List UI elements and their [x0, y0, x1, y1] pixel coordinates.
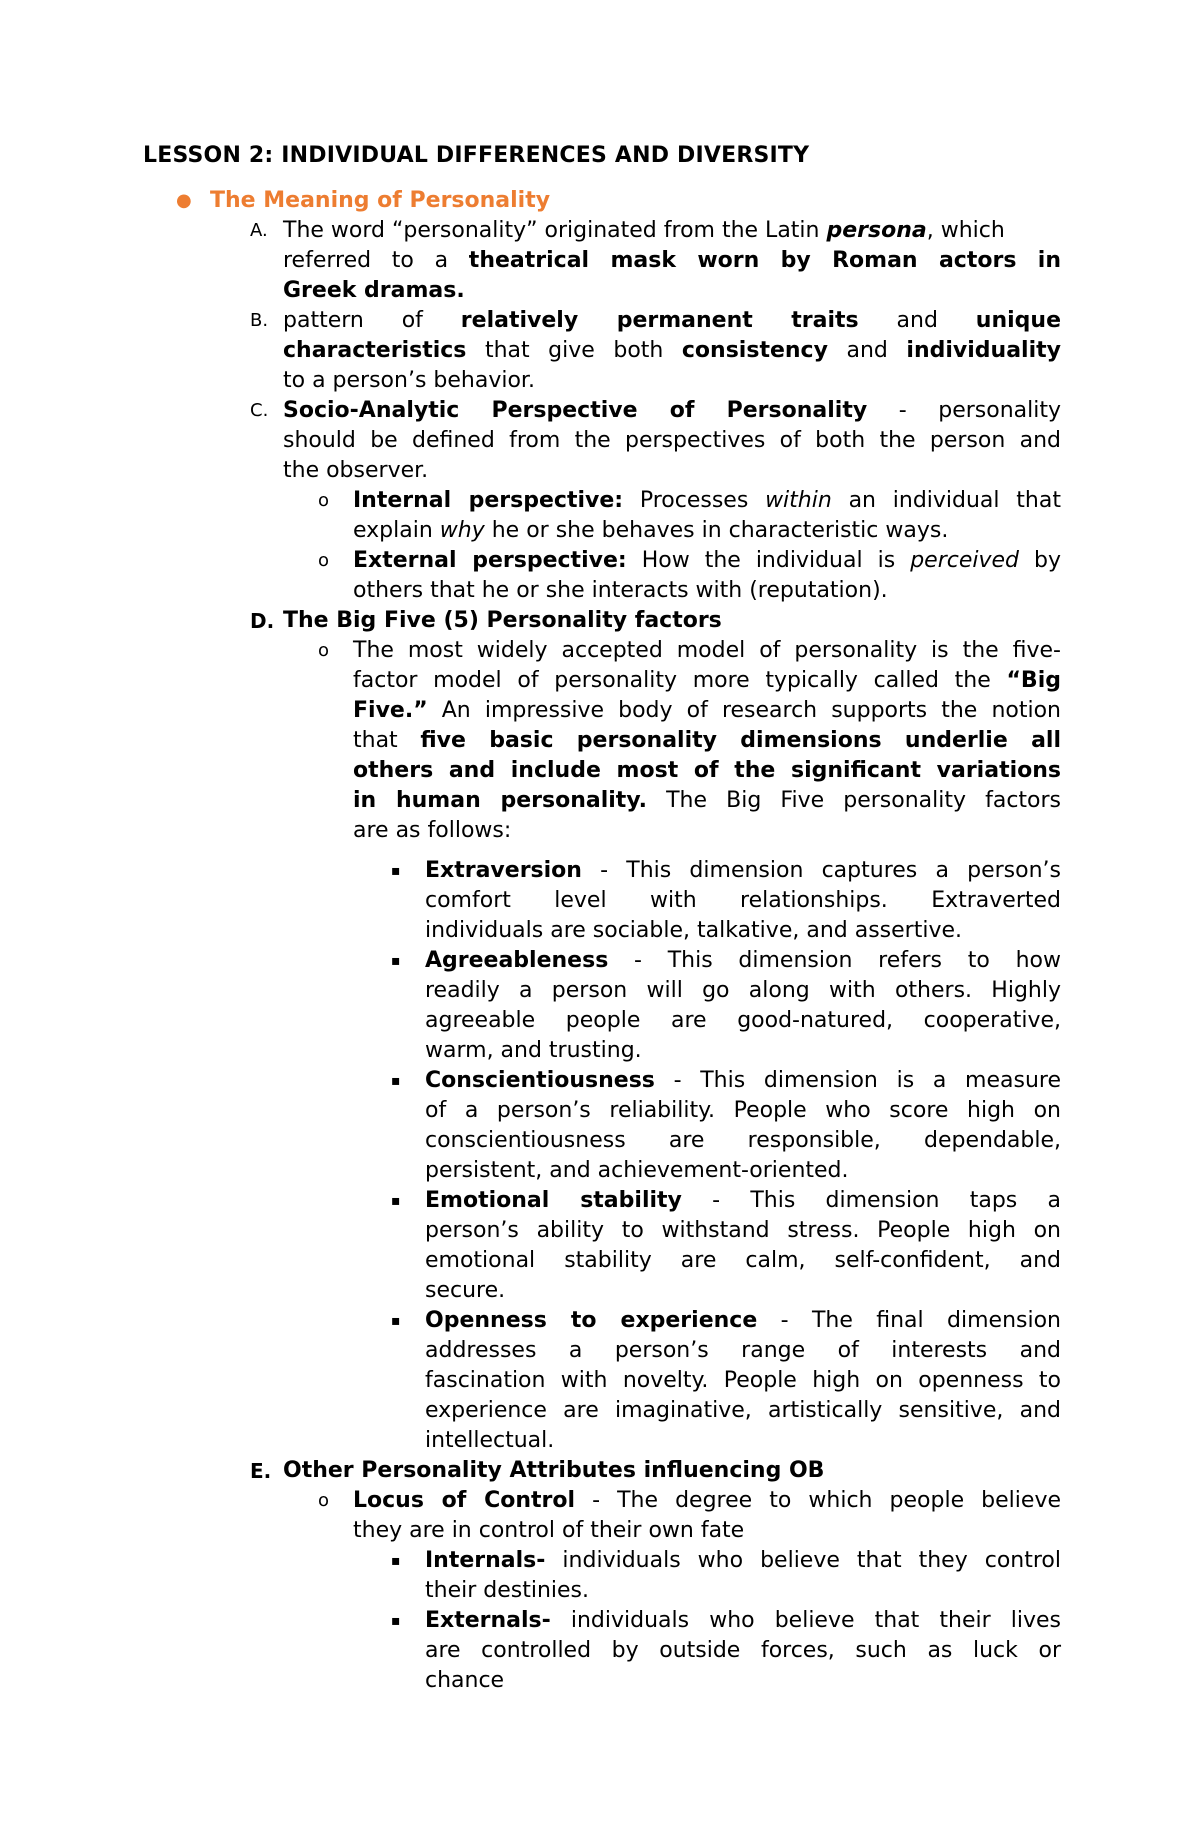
- item-b-text-2: and: [858, 308, 976, 333]
- factor-desc-3: conscientiousness are responsible, dependable,: [425, 1128, 1061, 1153]
- locus-text-2: they are in control of their own fate: [353, 1518, 745, 1543]
- factor-desc-3: emotional stability are calm, self-confident, and: [425, 1248, 1061, 1273]
- big-five-heading: The Big Five (5) Personality factors: [283, 608, 722, 633]
- factor-desc-4: secure.: [425, 1278, 506, 1303]
- item-b-bold-2b: characteristics: [283, 338, 467, 363]
- intro-line-6: are as follows:: [353, 818, 512, 843]
- item-c-text-2: should be defined from the perspectives of both the person and: [283, 428, 1061, 453]
- intro-bold-1a: “Big: [1006, 668, 1061, 693]
- square-bullet-icon: ▪: [391, 1313, 401, 1329]
- intro-line-3: An impressive body of research supports the notion: [427, 698, 1061, 723]
- factor-name: Openness to experience: [425, 1308, 758, 1333]
- item-e: [283, 1456, 1061, 1486]
- square-bullet-icon: ▪: [391, 1553, 401, 1569]
- externals-text-1: individuals who believe that their lives: [550, 1608, 1061, 1633]
- item-b-bold-3: consistency: [681, 338, 828, 363]
- intro-bold-2a: five basic personality dimensions underlie all: [420, 728, 1061, 753]
- factor-desc-2: comfort level with relationships. Extraverted: [425, 888, 1061, 913]
- factor-desc-2: addresses a person’s range of interests and: [425, 1338, 1061, 1363]
- externals: [425, 1606, 1061, 1696]
- item-c-text-3: the observer.: [283, 458, 429, 483]
- item-a-bold: theatrical mask worn by Roman actors in: [468, 248, 1061, 273]
- factor-agreeableness: [425, 946, 1061, 1066]
- factor-name: Extraversion: [425, 858, 582, 883]
- square-bullet-icon: ▪: [391, 1073, 401, 1089]
- internal-text-4: he or she behaves in characteristic ways.: [484, 518, 949, 543]
- internal-italic-2: why: [439, 518, 485, 543]
- factor-desc: - The final dimension: [757, 1308, 1061, 1333]
- square-bullet-icon: ▪: [391, 1193, 401, 1209]
- factor-desc: - This dimension is a measure: [654, 1068, 1061, 1093]
- factor-desc-5: intellectual.: [425, 1428, 555, 1453]
- item-b-text-4: and: [827, 338, 907, 363]
- item-b-bold-1: relatively permanent traits: [460, 308, 859, 333]
- intro-line-1: The most widely accepted model of personality is the five-: [353, 638, 1061, 663]
- factor-desc-4: persistent, and achievement-oriented.: [425, 1158, 849, 1183]
- factor-openness: [425, 1306, 1061, 1456]
- locus-text-1: - The degree to which people believe: [575, 1488, 1061, 1513]
- external-text-1: How the individual is: [626, 548, 911, 573]
- item-c-bold: Socio-Analytic Perspective of Personality: [283, 398, 868, 423]
- item-d: [283, 606, 1061, 636]
- factor-desc-3: fascination with novelty. People high on openness to: [425, 1368, 1061, 1393]
- external-perspective: [353, 546, 1061, 606]
- factor-name: Agreeableness: [425, 948, 609, 973]
- internal-text-3: explain: [353, 518, 440, 543]
- internals-text-2: their destinies.: [425, 1578, 590, 1603]
- internal-perspective: [353, 486, 1061, 546]
- item-b: [283, 306, 1061, 396]
- factor-desc: - This dimension taps a: [681, 1188, 1061, 1213]
- item-b-text-1: pattern of: [283, 308, 461, 333]
- factor-desc-3: individuals are sociable, talkative, and assertive.: [425, 918, 962, 943]
- list-marker-a: A.: [250, 220, 268, 241]
- intro-bold-2b: others and include most of the significant variations: [353, 758, 1061, 783]
- factor-desc-2: person’s ability to withstand stress. People high on: [425, 1218, 1061, 1243]
- internal-text-2: an individual that: [831, 488, 1061, 513]
- list-marker-b: B.: [250, 310, 269, 331]
- factor-desc-4: experience are imaginative, artistically sensitive, and: [425, 1398, 1061, 1423]
- internals-text-1: individuals who believe that they control: [545, 1548, 1061, 1573]
- big-five-intro: [353, 636, 1061, 846]
- external-text-3: others that he or she interacts with (reputation).: [353, 578, 888, 603]
- external-text-2: by: [1019, 548, 1061, 573]
- circle-bullet-icon: o: [318, 490, 330, 511]
- intro-line-5: The Big Five personality factors: [647, 788, 1062, 813]
- item-a-text: The word “personality” originated from the Latin: [283, 218, 827, 243]
- internal-perspective-label: Internal perspective:: [353, 488, 624, 513]
- circle-bullet-icon: o: [318, 1490, 330, 1511]
- locus-of-control: [353, 1486, 1061, 1546]
- item-a-persona: persona: [826, 218, 927, 243]
- item-a: [283, 216, 1061, 306]
- item-b-text-5: to a person’s behavior.: [283, 368, 535, 393]
- item-b-bold-2a: unique: [975, 308, 1061, 333]
- list-marker-c: C.: [250, 400, 269, 421]
- external-italic: perceived: [910, 548, 1019, 573]
- circle-bullet-icon: o: [318, 550, 330, 571]
- internals-label: Internals-: [425, 1548, 546, 1573]
- externals-label: Externals-: [425, 1608, 551, 1633]
- factor-desc: - This dimension refers to how: [608, 948, 1061, 973]
- factor-desc-4: warm, and trusting.: [425, 1038, 642, 1063]
- factor-desc-2: readily a person will go along with others. Highly: [425, 978, 1061, 1003]
- internal-text-1: Processes: [623, 488, 766, 513]
- item-a-comma: , which: [926, 218, 1005, 243]
- section-heading: The Meaning of Personality: [210, 188, 551, 213]
- factor-name: Emotional stability: [425, 1188, 682, 1213]
- factor-desc: - This dimension captures a person’s: [581, 858, 1061, 883]
- factor-emotional-stability: [425, 1186, 1061, 1306]
- intro-bold-2c: in human personality.: [353, 788, 648, 813]
- item-a-bold-2: Greek dramas.: [283, 278, 465, 303]
- square-bullet-icon: ▪: [391, 863, 401, 879]
- item-c: [283, 396, 1061, 486]
- list-marker-d: D.: [250, 609, 275, 633]
- item-b-bold-4: individuality: [906, 338, 1061, 363]
- internal-italic-1: within: [765, 488, 832, 513]
- square-bullet-icon: ▪: [391, 953, 401, 969]
- intro-line-4: that: [353, 728, 421, 753]
- locus-label: Locus of Control: [353, 1488, 576, 1513]
- list-marker-e: E.: [250, 1459, 272, 1483]
- circle-bullet-icon: o: [318, 640, 330, 661]
- other-attributes-heading: Other Personality Attributes influencing OB: [283, 1458, 825, 1483]
- intro-bold-1b: Five.”: [353, 698, 428, 723]
- intro-line-2: factor model of personality more typically called the: [353, 668, 1007, 693]
- heading-bullet-icon: ●: [176, 190, 192, 211]
- internals: [425, 1546, 1061, 1606]
- item-a-text-2: referred to a: [283, 248, 469, 273]
- externals-text-3: chance: [425, 1668, 505, 1693]
- factor-conscientiousness: [425, 1066, 1061, 1186]
- factor-desc-2: of a person’s reliability. People who score high on: [425, 1098, 1061, 1123]
- factor-name: Conscientiousness: [425, 1068, 655, 1093]
- factor-desc-3: agreeable people are good-natured, cooperative,: [425, 1008, 1061, 1033]
- item-c-text-1: - personality: [867, 398, 1061, 423]
- item-b-text-3: that give both: [466, 338, 682, 363]
- square-bullet-icon: ▪: [391, 1613, 401, 1629]
- externals-text-2: are controlled by outside forces, such as luck or: [425, 1638, 1061, 1663]
- lesson-title: LESSON 2: INDIVIDUAL DIFFERENCES AND DIVERSITY: [143, 143, 810, 168]
- factor-extraversion: [425, 856, 1061, 946]
- external-perspective-label: External perspective:: [353, 548, 627, 573]
